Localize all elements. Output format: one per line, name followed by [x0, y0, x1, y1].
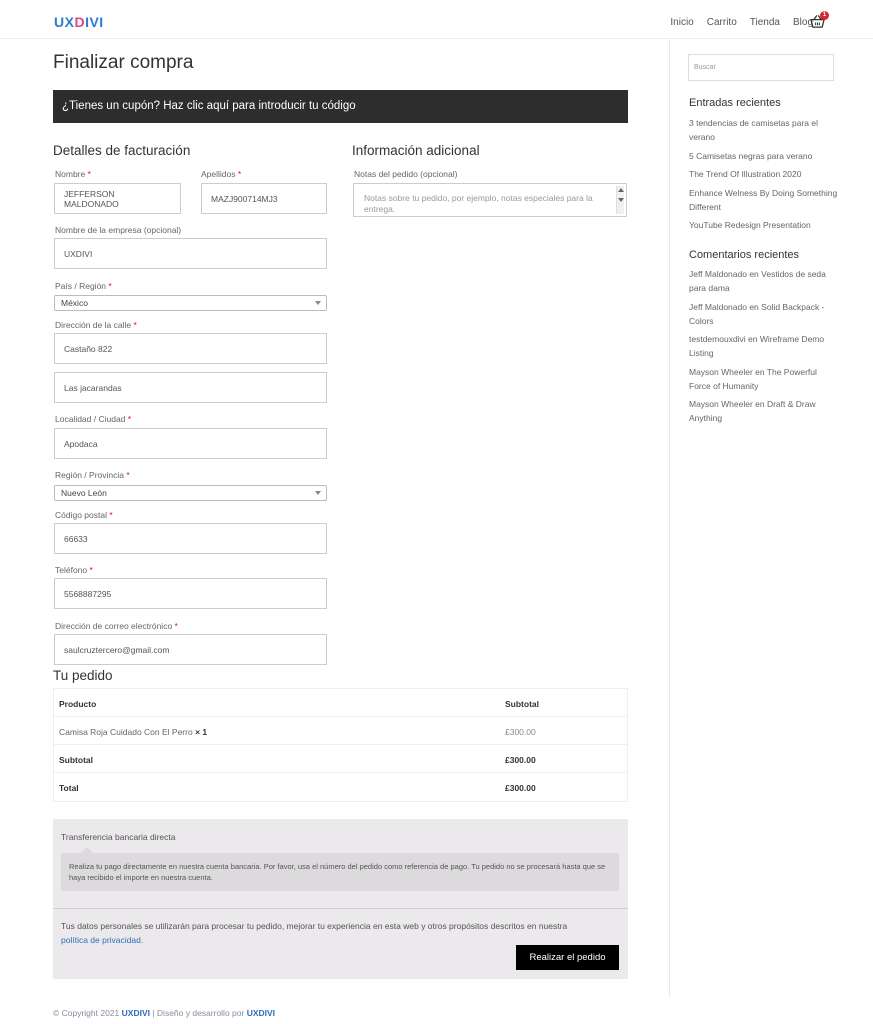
- site-logo[interactable]: [54, 14, 104, 30]
- postcode-label: Código postal *: [55, 510, 113, 520]
- recent-comment-link[interactable]: Jeff Maldonado en Vestidos de seda para dama: [689, 269, 826, 293]
- caret-down-icon: [315, 491, 321, 495]
- order-notes-placeholder: Notas sobre tu pedido, por ejemplo, notas especiales para la entrega.: [364, 193, 593, 214]
- street-label: Dirección de la calle *: [55, 320, 137, 330]
- logo-d: D: [74, 14, 86, 30]
- country-select[interactable]: México: [54, 295, 327, 311]
- recent-posts-title: Entradas recientes: [689, 97, 781, 109]
- recent-post-link[interactable]: The Trend Of Illustration 2020: [689, 169, 802, 179]
- divider: [53, 908, 628, 909]
- recent-comments-title: Comentarios recientes: [689, 249, 800, 261]
- street-field[interactable]: Castaño 822: [54, 333, 327, 364]
- table-header-row: [54, 689, 627, 717]
- place-order-button[interactable]: Realizar el pedido: [516, 945, 619, 970]
- state-select[interactable]: Nuevo León: [54, 485, 327, 501]
- recent-comment-link[interactable]: testdemouxdivi en Wireframe Demo Listing: [689, 334, 825, 358]
- nav-blog[interactable]: Blog: [792, 17, 813, 28]
- city-field[interactable]: Apodaca: [54, 428, 327, 459]
- footer-brand-link[interactable]: UXDIVI: [121, 1008, 150, 1018]
- order-notes-field[interactable]: [353, 183, 627, 217]
- total-value: £300.00: [505, 783, 536, 793]
- order-notes-label: Notas del pedido (opcional): [354, 169, 458, 179]
- logo-ivi: IVI: [85, 14, 104, 30]
- country-label: País / Región *: [55, 281, 112, 291]
- postcode-field[interactable]: 66633: [54, 523, 327, 554]
- recent-comments-list: [689, 267, 839, 430]
- cart-count-badge: 1: [820, 11, 829, 20]
- total-label: Total: [59, 783, 79, 793]
- product-name: Camisa Roja Cuidado Con El Perro × 1: [59, 727, 208, 737]
- subtotal-value: £300.00: [505, 755, 536, 765]
- billing-title: Detalles de facturación: [53, 143, 191, 158]
- email-field[interactable]: saulcruztercero@gmail.com: [54, 634, 327, 665]
- phone-field[interactable]: 5568887295: [54, 578, 327, 609]
- company-field[interactable]: UXDIVI: [54, 238, 327, 269]
- first-name-label: Nombre *: [55, 169, 91, 179]
- street-field-2[interactable]: Las jacarandas: [54, 372, 327, 403]
- payment-description: Realiza tu pago directamente en nuestra cuenta bancaria. Por favor, usa el número del pedido como referencia de pago. Tu pedido no se procesará hasta que se haya recibido el importe en nuestra cuenta.: [61, 853, 619, 891]
- nav-inicio[interactable]: Inicio: [670, 17, 694, 28]
- city-label: Localidad / Ciudad *: [55, 414, 132, 424]
- phone-label: Teléfono *: [55, 565, 93, 575]
- product-price: £300.00: [505, 727, 536, 737]
- recent-post-link[interactable]: 5 Camisetas negras para verano: [689, 150, 813, 161]
- order-table: [53, 688, 628, 802]
- state-label: Región / Provincia *: [55, 470, 130, 480]
- nav-carrito[interactable]: Carrito: [706, 17, 737, 28]
- subtotal-row: [54, 745, 627, 773]
- caret-down-icon: [315, 301, 321, 305]
- privacy-notice: Tus datos personales se utilizarán para procesar tu pedido, mejorar tu experiencia en esta web y otros propósitos descritos en nuestra política de privacidad.: [61, 921, 568, 945]
- email-label: Dirección de correo electrónico *: [55, 621, 178, 631]
- additional-info-title: Información adicional: [352, 143, 480, 158]
- table-row: [54, 717, 627, 745]
- coupon-toggle[interactable]: ¿Tienes un cupón? Haz clic aquí para introducir tu código: [53, 90, 628, 123]
- recent-comment-link[interactable]: Jeff Maldonado en Solid Backpack - Colors: [689, 301, 825, 326]
- textarea-scrollbar[interactable]: [616, 186, 624, 214]
- main-nav: [670, 17, 813, 28]
- nav-tienda[interactable]: Tienda: [749, 17, 780, 28]
- last-name-field[interactable]: MAZJ900714MJ3: [201, 183, 327, 214]
- recent-post-link[interactable]: YouTube Redesign Presentation: [689, 220, 811, 230]
- footer-copyright: © Copyright 2021 UXDIVI | Diseño y desarrollo por UXDIVI: [53, 1008, 276, 1018]
- cart-button[interactable]: [810, 14, 826, 30]
- payment-box: [53, 819, 628, 979]
- subtotal-header: Subtotal: [505, 699, 539, 709]
- product-header: Producto: [59, 699, 97, 709]
- privacy-policy-link[interactable]: política de privacidad.: [61, 935, 144, 945]
- subtotal-label: Subtotal: [59, 755, 93, 765]
- payment-method-label[interactable]: Transferencia bancaria directa: [61, 832, 176, 842]
- last-name-label: Apellidos *: [201, 169, 242, 179]
- first-name-field[interactable]: JEFFERSON MALDONADO: [54, 183, 181, 214]
- recent-comment-link[interactable]: Mayson Wheeler en Draft & Draw Anything: [689, 399, 816, 423]
- search-input[interactable]: Buscar: [688, 54, 834, 81]
- recent-comment-link[interactable]: Mayson Wheeler en The Powerful Force of Humanity: [689, 366, 817, 391]
- company-label: Nombre de la empresa (opcional): [55, 225, 182, 235]
- logo-ux: UX: [54, 14, 75, 30]
- recent-post-link[interactable]: 3 tendencias de camisetas para el verano: [689, 118, 818, 142]
- site-header: [0, 0, 873, 39]
- page-title: Finalizar compra: [53, 52, 194, 73]
- total-row: [54, 773, 627, 801]
- footer-brand-link-2[interactable]: UXDIVI: [246, 1008, 276, 1018]
- recent-posts-list: [689, 116, 839, 237]
- recent-post-link[interactable]: Enhance Welness By Doing Something Different: [689, 187, 838, 212]
- order-title: Tu pedido: [53, 668, 113, 683]
- sidebar-divider: [669, 39, 670, 997]
